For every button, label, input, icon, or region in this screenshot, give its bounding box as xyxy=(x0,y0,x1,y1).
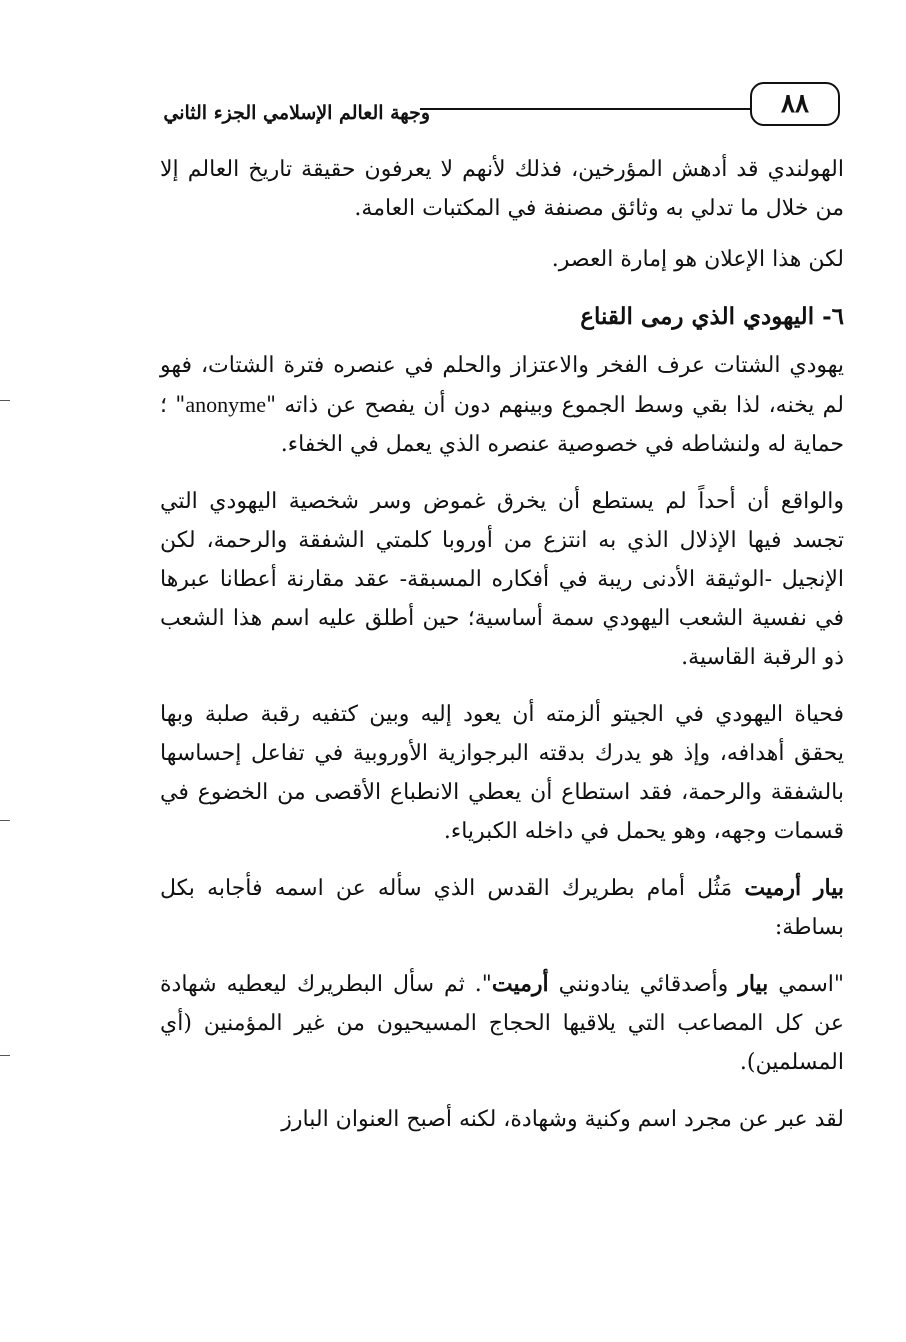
paragraph-text: " ؛ حماية له ولنشاطه في خصوصية عنصره الذي يعمل في الخفاء. xyxy=(160,393,844,457)
scan-edge-mark xyxy=(0,820,10,821)
page-body xyxy=(160,150,844,1157)
bold-name: أرميت xyxy=(491,971,549,997)
paragraph xyxy=(160,346,844,464)
paragraph: فحياة اليهودي في الجيتو ألزمته أن يعود إليه وبين كتفيه رقبة صلبة وبها يحقق أهدافه، وإذ هو يدرك بدقته البرجوازية الأوروبية في تفاعل إحساسها بالشفقة والرحمة، فقد استطاع أن يعطي الانطباع الأقصى من الخضوع في قسمات وجهه، وهو يحمل في داخله الكبرياء. xyxy=(160,702,844,844)
paragraph: لقد عبر عن مجرد اسم وكنية وشهادة، لكنه أصبح العنوان البارز xyxy=(281,1107,844,1132)
paragraph-text: يهودي الشتات عرف الفخر والاعتزاز والحلم في عنصره فترة الشتات، فهو لم يخنه، لذا بقي وسط الجموع وبينهم دون أن يفصح عن ذاته " xyxy=(160,353,844,418)
paragraph-text: وأصدقائي ينادونني xyxy=(548,972,739,997)
running-title: وجهة العالم الإسلامي الجزء الثاني xyxy=(163,102,430,124)
paragraph xyxy=(160,869,844,947)
section-heading: ٦- اليهودي الذي رمى القناع xyxy=(580,303,844,330)
page-header xyxy=(150,82,840,126)
paragraph xyxy=(160,965,844,1082)
paragraph: الهولندي قد أدهش المؤرخين، فذلك لأنهم لا يعرفون حقيقة تاريخ العالم إلا من خلال ما تدلي به وثائق مصنفة في المكتبات العامة. xyxy=(160,157,844,221)
scan-edge-mark xyxy=(0,1055,10,1056)
bold-name: بيار أرميت xyxy=(744,875,845,901)
latin-term: anonyme xyxy=(185,392,266,417)
paragraph-text: ". ثم سأل البطريرك ليعطيه شهادة عن كل المصاعب التي يلاقيها الحجاج المسيحيون من غير المؤمنين (أي المسلمين). xyxy=(160,972,844,1075)
paragraph-text: مَثُل أمام بطريرك القدس الذي سأله عن اسمه فأجابه بكل بساطة: xyxy=(160,876,844,940)
paragraph-text: "اسمي xyxy=(768,972,844,997)
paragraph: والواقع أن أحداً لم يستطع أن يخرق غموض وسر شخصية اليهودي التي تجسد فيها الإذلال الذي به انتزع من أوروبا كلمتي الشفقة والرحمة، لكن الإنجيل -الوثيقة الأدنى ريبة في أفكاره المسبقة- عقد مقارنة أعطانا عبرها في نفسية الشعب اليهودي سمة أساسية؛ حين أطلق عليه اسم هذا الشعب ذو الرقبة القاسية. xyxy=(160,489,845,670)
header-rule xyxy=(420,108,750,110)
page-number: ٨٨ xyxy=(750,82,840,126)
paragraph: لكن هذا الإعلان هو إمارة العصر. xyxy=(551,247,844,272)
scan-edge-mark xyxy=(0,400,10,401)
bold-name: بيار xyxy=(738,971,769,997)
